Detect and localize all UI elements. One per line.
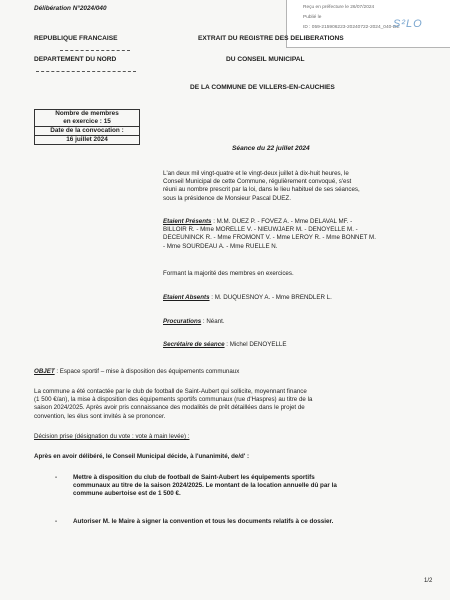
- body-line: (1 500 €/an), la mise à disposition des équipements sportifs communaux (rue d'Haspres) au titre de la: [34, 396, 313, 404]
- presents-block: [163, 218, 438, 251]
- body-paragraph: [34, 388, 439, 421]
- page-number: 1/2: [424, 578, 433, 584]
- absents-label: Etaient Absents: [163, 294, 210, 301]
- conseil-title: DU CONSEIL MUNICIPAL: [226, 56, 305, 63]
- divider: [36, 71, 136, 72]
- seance-date: Séance du 22 juillet 2024: [232, 145, 310, 152]
- intro-line: sous la présidence de Monsieur Pascal DUEZ.: [163, 194, 291, 202]
- bullet-icon: -: [55, 518, 58, 525]
- commune-title: DE LA COMMUNE DE VILLERS-EN-CAUCHIES: [190, 84, 335, 91]
- departement: DEPARTEMENT DU NORD: [34, 56, 117, 63]
- secretaire-block: [163, 341, 286, 349]
- decision-line: commune aubertoise est de 1 500 €.: [73, 490, 181, 498]
- presents-line: : M.M. DUEZ P. - FOVEZ A. - Mme DELAVAL MF. -: [211, 218, 353, 225]
- procurations-text: : Néant.: [201, 318, 225, 325]
- presents-label: Etaient Présents: [163, 218, 212, 225]
- intro-paragraph: [163, 170, 433, 203]
- stamp-id: ID : 059-215906223-20240722-2024_040-DE: [303, 25, 400, 30]
- intro-line: réuni au nombre prescrit par la loi, dans le lieu habituel de ses séances,: [163, 186, 360, 194]
- convocation-label: Date de la convocation :: [35, 126, 139, 135]
- objet-block: [34, 368, 239, 376]
- objet-text: : Espace sportif – mise à disposition des équipements communaux: [54, 368, 240, 375]
- decision-line: Mettre à disposition du club de football de Saint-Aubert les équipements sportifs: [73, 474, 315, 481]
- intro-line: Conseil Municipal de cette Commune, régulièrement convoqué, s'est: [163, 178, 352, 186]
- secretaire-label: Secrétaire de séance: [163, 341, 225, 348]
- decision-label: Décision prise (désignation du vote : vote à main levée) :: [34, 433, 190, 440]
- members-value: en exercice : 15: [63, 118, 111, 125]
- members-label: Nombre de membres: [55, 110, 119, 117]
- deliberation-number: Délibération N°2024/040: [34, 5, 107, 12]
- decision-line: communaux au titre de la saison 2024/2025. Le montant de la location annuelle dû par la: [73, 482, 337, 490]
- convocation-value: 16 juillet 2024: [35, 135, 139, 144]
- info-box: [34, 109, 140, 145]
- decision-item-2: [73, 518, 333, 526]
- divider: [60, 50, 130, 51]
- stamp-published: Publié le: [303, 15, 322, 20]
- decision-line: Autoriser M. le Maire à signer la convention et tous les documents relatifs à ce dossier.: [73, 518, 334, 525]
- intro-line: L'an deux mil vingt-quatre et le vingt-deux juillet à dix-huit heures, le: [163, 170, 349, 177]
- presents-line: - Mme SOURDEAU A. - Mme RUELLE N.: [163, 242, 278, 250]
- presents-line: BILLOIR R. - Mme MORELLE V. - NIEUWJAER M. - DENOYELLE M. -: [163, 226, 358, 234]
- republique-francaise: REPUBLIQUE FRANCAISE: [34, 35, 118, 42]
- decision-intro: Après en avoir délibéré, le Conseil Municipal décide, à l'unanimité, de/d' :: [34, 453, 250, 460]
- absents-text: : M. DUQUESNOY A. - Mme BRENDLER L.: [209, 294, 332, 301]
- bullet-icon: -: [55, 474, 58, 481]
- presents-line: DECEUNINCK R. - Mme FROMONT V. - Mme LEROY R. - Mme BONNET M.: [163, 234, 376, 242]
- s2lo-logo: S²LO: [393, 18, 423, 30]
- absents-block: [163, 294, 332, 302]
- decision-item-1: [73, 474, 435, 499]
- body-line: La commune a été contactée par le club de football de Saint-Aubert qui sollicite, moyennant finance: [34, 388, 307, 395]
- objet-label: OBJET: [34, 368, 55, 375]
- body-line: saison 2024/2025. Après avoir pris connaissance des modalités de prêt détaillées dans le projet de: [34, 404, 305, 412]
- procurations-block: [163, 318, 225, 326]
- extrait-title: EXTRAIT DU REGISTRE DES DELIBERATIONS: [198, 35, 344, 42]
- procurations-label: Procurations: [163, 318, 202, 325]
- body-line: convention, les élus sont invités à se prononcer.: [34, 412, 166, 420]
- majorite-text: Formant la majorité des membres en exercices.: [163, 270, 294, 277]
- stamp-received: Reçu en préfecture le 26/07/2024: [303, 5, 375, 10]
- secretaire-text: : Michel DENOYELLE: [224, 341, 287, 348]
